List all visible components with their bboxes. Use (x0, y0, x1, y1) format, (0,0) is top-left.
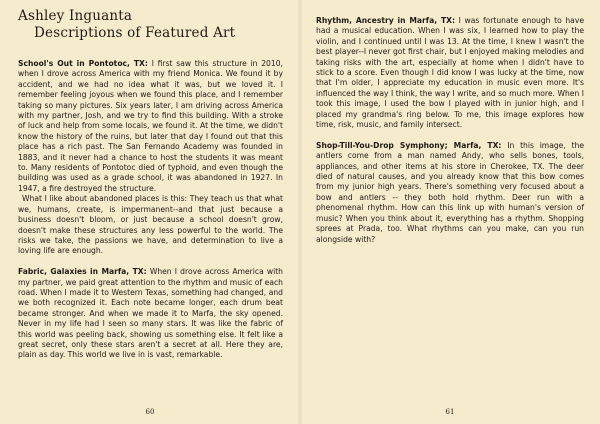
entry-fabric-galaxies (18, 267, 283, 361)
entry-rhythm-ancestry (316, 16, 584, 130)
entry-body-continued: What I like about abandoned places is this: They teach us that what we, humans, create, is impermanent--and that just because a business doesn't bloom, or just because a school doesn't grow, doesn't make these structures any less powerful to the world. The risks we take, the passions we have, and determination to live a loving life are enough. (18, 194, 283, 256)
entry-schools-out (18, 59, 283, 194)
section-title: Descriptions of Featured Art (34, 25, 236, 41)
entry-shop-till-you-drop (316, 141, 584, 245)
entry-body: In this image, the antlers come from a man named Andy, who sells bones, tools, appliances, and other items at his store in Cherokee, TX. The deer died of natural causes, and you already know that this bow comes from my junior high years. There's something very focused about a bow and antlers -- they both hold rhythm. Deer run with a phenomenal rhythm. How can this link up with human's version of music? When you think about it, everything has a rhythm. Shopping sprees at Prada, too. What rhythms can you make, can you run alongside with? (316, 140, 585, 244)
entry-body: When I drove across America with my partner, we paid great attention to the rhythm and music of each road. When I made it to Western Texas, something had changed, and we both recognized it. Each note became longer, each drum beat became stronger. And when we made it to Marfa, the sky opened. Never in my life had I seen so many stars. It was like the fabric of this world was peeling back, showing us something else. It felt like a great secret, only these stars aren't a secret at all. Here they are, plain as day. This world we live in is vast, remarkable. (18, 267, 283, 360)
left-page-text (18, 59, 283, 371)
entry-title: Fabric, Galaxies in Marfa, TX: (18, 267, 147, 277)
right-page (300, 0, 600, 424)
page-number-left: 60 (145, 408, 155, 416)
entry-title: Rhythm, Ancestry in Marfa, TX: (316, 16, 456, 25)
entry-title: School's Out in Pontotoc, TX: (18, 59, 148, 68)
entry-body: I first saw this structure in 2010, when I drove across America with my friend Monica. We found it by accident, and we had no idea what it was, but we loved it. I remember feeling joyous when we found this place, and I remember taking so many pictures. Six years later, I am driving across America with my partner, Josh, and we try to find this building. With a stroke of luck and help from some locals, we found it. At the time, we didn't know the history of the ruins, but later that day I found out that this place has a rich past. The San Fernando Academy was founded in 1883, and it never had a chance to host the students it was meant to. Many residents of Pontotoc died of typhoid, and even though the building was used as a grade school, it was abandoned in 1927. In 1947, a fire destroyed the structure. (18, 59, 283, 193)
entry-title: Shop-Till-You-Drop Symphony; Marfa, TX: (316, 140, 502, 150)
page-number-right: 61 (445, 408, 455, 416)
entry-schools-out-continued (18, 194, 283, 256)
author-name: Ashley Inguanta (18, 8, 133, 24)
right-page-text (316, 16, 584, 255)
entry-body: I was fortunate enough to have had a musical education. When I was six, I learned how to play the violin, and I continued until I was 13. At the time, I knew I wasn't the best player--I never got first chair, but I enjoyed making melodies and taking risks with the art, especially at home when I didn't have to stick to a score. Even though I did know I was lucky at the time, now that I'm older, I appreciate my education in music even more. It's influenced the way I think, the way I write, and so much more. When I took this image, I used the bow I played with in junior high, and I placed my grandma's ring below. To me, this image explores how time, risk, music, and family intersect. (316, 16, 584, 130)
